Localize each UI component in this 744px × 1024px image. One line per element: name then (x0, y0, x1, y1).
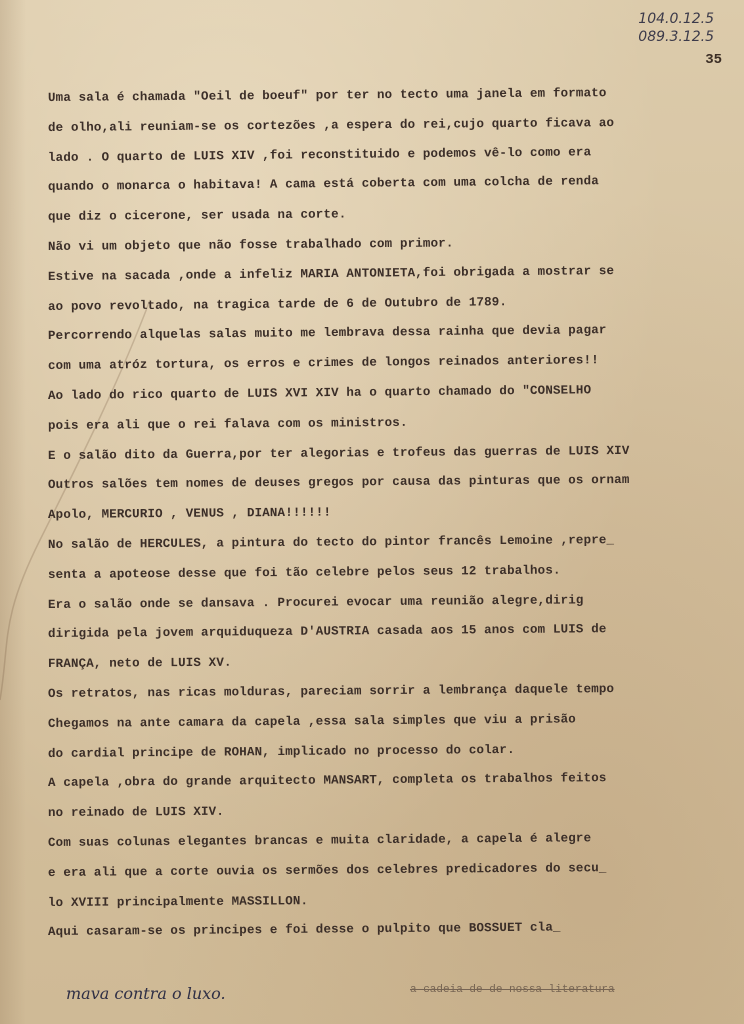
typed-text-body (48, 84, 738, 948)
text-line: do cardial principe de ROHAN, implicado no processo do colar. (47, 742, 515, 761)
text-line: Uma sala é chamada "Oeil de boeuf" por ter no tecto uma janela em formato (47, 86, 607, 105)
text-line: Apolo, MERCURIO , VENUS , DIANA!!!!!! (47, 505, 332, 523)
handwritten-note: mava contra o luxo. (66, 984, 226, 1003)
struck-through-text: a cadeia de de nossa literatura (410, 984, 615, 996)
text-line: Não vi um objeto que não fosse trabalhado com primor. (47, 236, 454, 254)
text-line: de olho,ali reuniam-se os cortezões ,a espera do rei,cujo quarto ficava ao (47, 115, 615, 135)
text-line: com uma atróz tortura, os erros e crimes de longos reinados anteriores!! (47, 353, 599, 374)
text-line: lado . O quarto de LUIS XIV ,foi reconstituido e podemos vê-lo como era (47, 144, 592, 165)
text-line: No salão de HERCULES, a pintura do tecto do pintor francês Lemoine ,repre_ (47, 533, 615, 552)
text-line: e era ali que a corte ouvia os sermões dos celebres predicadores do secu_ (47, 860, 607, 880)
text-line: Era o salão onde se dansava . Procurei evocar uma reunião alegre,dirig (47, 592, 584, 612)
text-line: Outros salões tem nomes de deuses gregos por causa das pinturas que os ornam (47, 473, 630, 493)
text-line: Com suas colunas elegantes brancas e muita claridade, a capela é alegre (47, 831, 592, 850)
text-line: dirigida pela jovem arquiduqueza D'AUSTRIA casada aos 15 anos com LUIS de (47, 622, 607, 642)
text-line: Estive na sacada ,onde a infeliz MARIA ANTONIETA,foi obrigada a mostrar se (47, 263, 615, 284)
text-line: Os retratos, nas ricas molduras, pareciam sorrir a lembrança daquele tempo (47, 681, 615, 701)
text-line: E o salão dito da Guerra,por ter alegorias e trofeus das guerras de LUIS XIV (47, 443, 630, 463)
text-line: lo XVIII principalmente MASSILLON. (47, 893, 309, 910)
text-line: no reinado de LUIS XIV. (47, 804, 225, 821)
text-line: pois era ali que o rei falava com os ministros. (47, 415, 408, 433)
text-line: ao povo revoltado, na tragica tarde de 6 de Outubro de 1789. (47, 294, 508, 314)
page-number: 35 (705, 52, 722, 68)
text-line: FRANÇA, neto de LUIS XV. (47, 655, 232, 672)
archive-reference (638, 10, 714, 46)
text-line: quando o monarca o habitava! A cama está coberta com uma colcha de renda (47, 174, 599, 195)
text-line: Aqui casaram-se os principes e foi desse o pulpito que BOSSUET cla_ (47, 920, 561, 940)
text-line: senta a apoteose desse que foi tão celebre pelos seus 12 trabalhos. (47, 563, 561, 582)
archive-ref-line-2: 089.3.12.5 (638, 29, 714, 45)
page-edge-shadow (0, 0, 26, 1024)
text-line: que diz o cicerone, ser usada na corte. (47, 207, 347, 225)
archive-ref-line-1: 104.0.12.5 (638, 11, 714, 27)
text-line: A capela ,obra do grande arquitecto MANSART, completa os trabalhos feitos (47, 771, 607, 791)
text-line: Percorrendo alquelas salas muito me lembrava dessa rainha que devia pagar (47, 323, 607, 344)
text-line: Chegamos na ante camara da capela ,essa sala simples que viu a prisão (47, 712, 576, 731)
text-line: Ao lado do rico quarto de LUIS XVI XIV ha o quarto chamado do "CONSELHO (47, 383, 592, 403)
